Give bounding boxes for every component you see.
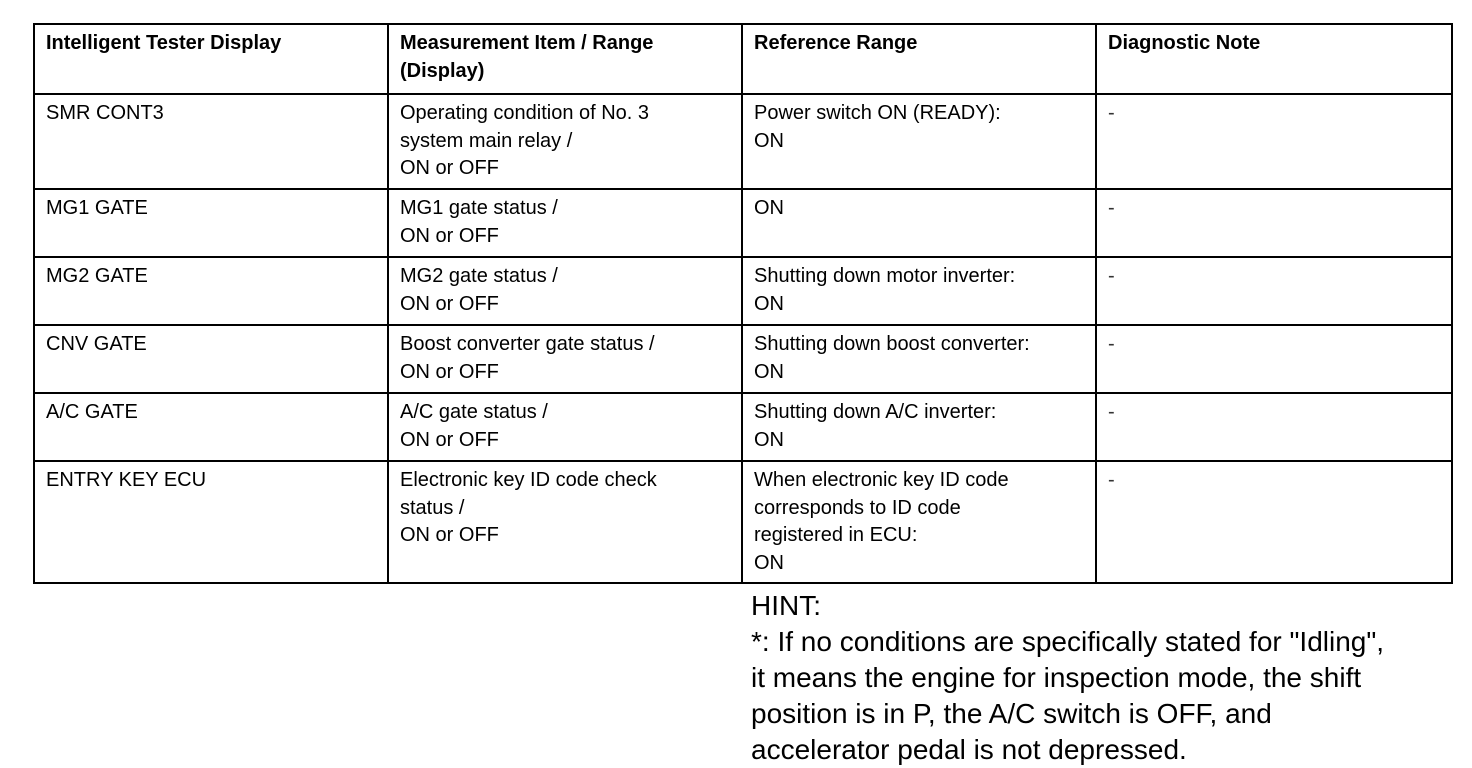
hint-line: *: If no conditions are specifically stated for "Idling", bbox=[751, 626, 1385, 657]
cell-measurement-item: Boost converter gate status / ON or OFF bbox=[388, 325, 742, 393]
cell-diagnostic-note: - bbox=[1096, 189, 1452, 257]
table-row bbox=[34, 325, 1452, 393]
cell-diagnostic-note: - bbox=[1096, 461, 1452, 583]
cell-measurement-item: A/C gate status / ON or OFF bbox=[388, 393, 742, 461]
cell-reference-range: Shutting down A/C inverter: ON bbox=[742, 393, 1096, 461]
table-row bbox=[34, 461, 1452, 583]
data-list-table-container bbox=[33, 23, 1451, 584]
cell-measurement-item: MG1 gate status / ON or OFF bbox=[388, 189, 742, 257]
cell-tester-display: A/C GATE bbox=[34, 393, 388, 461]
cell-measurement-item: Operating condition of No. 3 system main relay / ON or OFF bbox=[388, 94, 742, 189]
cell-reference-range: ON bbox=[742, 189, 1096, 257]
hint-title: HINT: bbox=[751, 590, 821, 621]
cell-tester-display: ENTRY KEY ECU bbox=[34, 461, 388, 583]
cell-measurement-item: MG2 gate status / ON or OFF bbox=[388, 257, 742, 325]
header-tester-display: Intelligent Tester Display bbox=[34, 24, 388, 94]
header-measurement-item: Measurement Item / Range (Display) bbox=[388, 24, 742, 94]
hint-line: accelerator pedal is not depressed. bbox=[751, 734, 1187, 765]
table-row bbox=[34, 393, 1452, 461]
cell-diagnostic-note: - bbox=[1096, 94, 1452, 189]
table-row bbox=[34, 94, 1452, 189]
cell-reference-range: When electronic key ID code corresponds to ID code registered in ECU: ON bbox=[742, 461, 1096, 583]
cell-measurement-item: Electronic key ID code check status / ON or OFF bbox=[388, 461, 742, 583]
cell-tester-display: CNV GATE bbox=[34, 325, 388, 393]
hint-line: position is in P, the A/C switch is OFF, and bbox=[751, 698, 1272, 729]
cell-diagnostic-note: - bbox=[1096, 257, 1452, 325]
table-row bbox=[34, 189, 1452, 257]
cell-diagnostic-note: - bbox=[1096, 393, 1452, 461]
table-row bbox=[34, 257, 1452, 325]
cell-reference-range: Power switch ON (READY): ON bbox=[742, 94, 1096, 189]
cell-reference-range: Shutting down motor inverter: ON bbox=[742, 257, 1096, 325]
data-list-table bbox=[33, 23, 1453, 584]
cell-tester-display: MG2 GATE bbox=[34, 257, 388, 325]
hint-line: it means the engine for inspection mode, the shift bbox=[751, 662, 1362, 693]
header-reference-range: Reference Range bbox=[742, 24, 1096, 94]
cell-tester-display: MG1 GATE bbox=[34, 189, 388, 257]
cell-diagnostic-note: - bbox=[1096, 325, 1452, 393]
hint-block bbox=[751, 588, 1461, 768]
cell-reference-range: Shutting down boost converter: ON bbox=[742, 325, 1096, 393]
header-diagnostic-note: Diagnostic Note bbox=[1096, 24, 1452, 94]
cell-tester-display: SMR CONT3 bbox=[34, 94, 388, 189]
table-header-row bbox=[34, 24, 1452, 94]
